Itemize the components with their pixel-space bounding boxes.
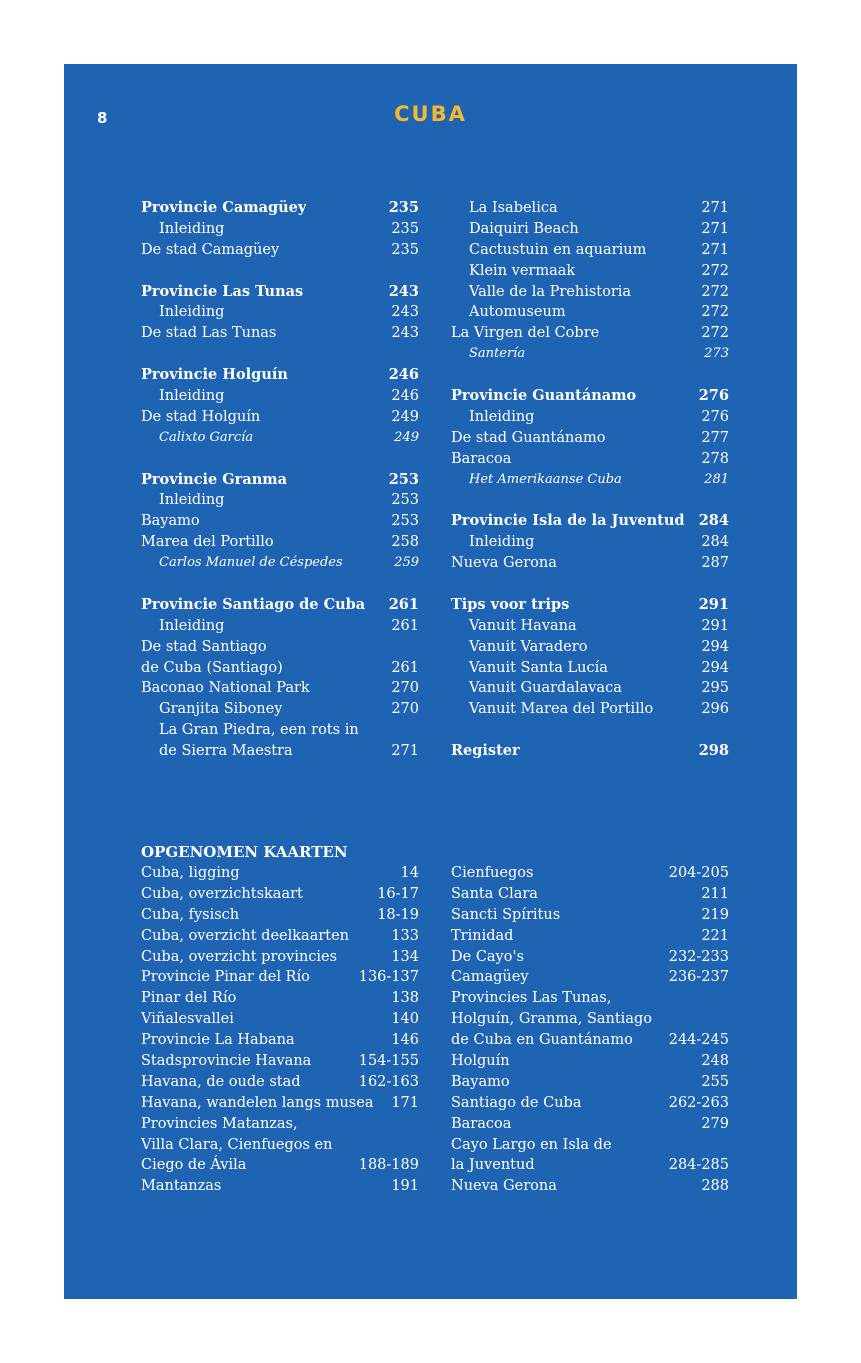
toc-entry-title: Inleiding xyxy=(159,492,225,509)
toc-entry-title: Bayamo xyxy=(141,513,200,530)
toc-entry-page: 271 xyxy=(701,200,729,216)
map-entry-title: Holguín xyxy=(451,1053,510,1070)
map-entry xyxy=(141,1135,419,1156)
toc-entry xyxy=(451,678,729,699)
toc-entry xyxy=(451,428,729,449)
map-entry-title: Pinar del Río xyxy=(141,990,237,1007)
toc-entry xyxy=(451,741,729,762)
toc-entry xyxy=(141,741,419,762)
spacer xyxy=(141,261,419,282)
toc-entry xyxy=(141,532,419,553)
maps-column-right xyxy=(451,863,729,1197)
toc-entry-title: De stad Santiago xyxy=(141,638,267,655)
map-entry-page: 284-285 xyxy=(668,1157,729,1174)
toc-entry-title: Inleiding xyxy=(159,304,225,321)
map-entry-title: Provincies Las Tunas, xyxy=(451,990,612,1007)
map-entry xyxy=(141,1114,419,1135)
map-entry-page: 14 xyxy=(400,865,419,881)
map-entry-title: Sancti Spíritus xyxy=(451,906,561,923)
map-entry-title: Cuba, overzicht deelkaarten xyxy=(141,927,350,944)
toc-entry xyxy=(141,470,419,491)
toc-entry xyxy=(141,678,419,699)
maps-column-left xyxy=(141,863,419,1197)
toc-entry-page: 278 xyxy=(701,450,729,467)
toc-entry xyxy=(141,616,419,637)
toc-entry xyxy=(451,553,729,574)
map-entry xyxy=(141,884,419,905)
toc-entry-title: Vanuit Varadero xyxy=(469,638,588,655)
toc-entry xyxy=(451,344,729,365)
toc-entry-page: 249 xyxy=(394,429,419,445)
toc-entry xyxy=(141,198,419,219)
map-entry xyxy=(451,926,729,947)
map-entry-title: Cuba, ligging xyxy=(141,865,240,881)
spacer xyxy=(451,365,729,386)
toc-entry-title: Cactustuin en aquarium xyxy=(469,241,647,258)
toc-entry-page: 270 xyxy=(391,680,419,697)
map-entry-title: de Cuba en Guantánamo xyxy=(451,1032,633,1049)
toc-entry xyxy=(451,302,729,323)
toc-entry-title: Vanuit Santa Lucía xyxy=(469,659,608,676)
toc-entry-title: Vanuit Havana xyxy=(469,617,577,634)
toc-entry-page: 296 xyxy=(701,701,729,718)
toc-entry-title: Provincie Las Tunas xyxy=(141,282,304,300)
toc-entry-page: 271 xyxy=(391,743,419,760)
toc-entry-title: Inleiding xyxy=(469,408,535,425)
map-entry-page: 16-17 xyxy=(377,885,419,902)
map-entry-page: 162-163 xyxy=(358,1073,419,1090)
toc-entry xyxy=(141,637,419,658)
toc-entry xyxy=(141,720,419,741)
toc-entry xyxy=(451,219,729,240)
toc-entry-title: De stad Guantánamo xyxy=(451,429,606,446)
map-entry xyxy=(141,863,419,884)
toc-entry xyxy=(141,658,419,679)
toc-entry xyxy=(141,407,419,428)
toc-entry xyxy=(141,282,419,303)
map-entry xyxy=(141,1009,419,1030)
toc-entry-title: La Virgen del Cobre xyxy=(451,325,600,342)
toc-entry-title: Vanuit Guardalavaca xyxy=(469,680,622,697)
toc-entry-title: Santería xyxy=(469,346,526,362)
toc-entry-page: 294 xyxy=(701,638,729,655)
toc-entry-page: 270 xyxy=(391,701,419,718)
toc-entry-title: Provincie Holguín xyxy=(141,366,288,384)
map-entry xyxy=(451,947,729,968)
toc-entry-page: 243 xyxy=(391,304,419,321)
map-entry-page: 133 xyxy=(391,927,419,944)
map-entry-page: 244-245 xyxy=(668,1032,729,1049)
toc-entry-title: Automuseum xyxy=(469,304,566,321)
map-entry-page: 211 xyxy=(701,885,729,902)
toc-entry-title: Inleiding xyxy=(159,220,225,237)
toc-entry-title: Inleiding xyxy=(469,534,535,551)
toc-entry-page: 276 xyxy=(701,408,729,425)
toc-entry-page: 291 xyxy=(701,617,729,634)
toc-entry-page: 273 xyxy=(704,346,729,362)
toc-entry-title: Provincie Isla de la Juventud xyxy=(451,512,685,530)
toc-entry-page: 253 xyxy=(388,470,419,488)
toc-entry xyxy=(141,365,419,386)
map-entry xyxy=(451,1051,729,1072)
spacer xyxy=(451,574,729,595)
toc-entry-title: Baracoa xyxy=(451,450,512,467)
page-number: 8 xyxy=(97,109,108,127)
toc-entry xyxy=(141,553,419,574)
toc-entry-title: De stad Las Tunas xyxy=(141,325,277,342)
toc-entry-page: 261 xyxy=(388,595,419,613)
map-entry-title: Cayo Largo en Isla de xyxy=(451,1136,612,1153)
toc-entry-page: 235 xyxy=(391,241,419,258)
toc-entry-page: 246 xyxy=(388,366,419,384)
map-entry-page: 221 xyxy=(701,927,729,944)
map-entry-title: Cuba, overzicht provincies xyxy=(141,948,338,965)
map-entry-title: De Cayo's xyxy=(451,948,524,965)
map-entry-page: 232-233 xyxy=(668,948,729,965)
toc-entry xyxy=(451,261,729,282)
map-entry xyxy=(451,1135,729,1156)
toc-entry-page: 294 xyxy=(701,659,729,676)
toc-entry-page: 272 xyxy=(701,283,729,300)
spacer xyxy=(141,449,419,470)
toc-entry xyxy=(141,323,419,344)
map-entry-page: 146 xyxy=(391,1032,419,1049)
toc-entry xyxy=(451,595,729,616)
toc-entry xyxy=(451,637,729,658)
map-entry xyxy=(141,1051,419,1072)
toc-entry xyxy=(141,511,419,532)
map-entry-title: Santa Clara xyxy=(451,885,538,902)
spacer xyxy=(141,344,419,365)
map-entry xyxy=(141,1155,419,1176)
map-entry-title: Bayamo xyxy=(451,1073,510,1090)
map-entry-title: Holguín, Granma, Santiago xyxy=(451,1011,652,1028)
page-title: CUBA xyxy=(394,102,467,126)
map-entry xyxy=(451,967,729,988)
toc-entry-title: De stad Holguín xyxy=(141,408,261,425)
toc-entry-title: Tips voor trips xyxy=(451,595,570,613)
map-entry xyxy=(451,1030,729,1051)
toc-entry xyxy=(451,386,729,407)
toc-entry xyxy=(141,490,419,511)
map-entry xyxy=(451,863,729,884)
map-entry-page: 171 xyxy=(391,1094,419,1111)
toc-entry-title: Calixto García xyxy=(159,429,254,445)
toc-entry xyxy=(141,428,419,449)
toc-entry-title: De stad Camagüey xyxy=(141,241,280,258)
map-entry-page: 288 xyxy=(701,1178,729,1195)
toc-entry-page: 272 xyxy=(701,325,729,342)
map-entry xyxy=(451,884,729,905)
toc-entry-title: Granjita Siboney xyxy=(159,701,283,718)
toc-column-left xyxy=(141,198,419,762)
toc-entry xyxy=(451,282,729,303)
map-entry-title: Stadsprovincie Havana xyxy=(141,1053,312,1070)
map-entry-title: Villa Clara, Cienfuegos en xyxy=(141,1136,333,1153)
map-entry-page: 236-237 xyxy=(668,969,729,986)
map-entry-page: 134 xyxy=(391,948,419,965)
toc-entry xyxy=(141,595,419,616)
map-entry-title: Camagüey xyxy=(451,969,529,986)
map-entry-title: Trinidad xyxy=(451,927,514,944)
maps-heading: OPGENOMEN KAARTEN xyxy=(141,843,348,861)
toc-entry-page: 272 xyxy=(701,262,729,279)
toc-entry-page: 235 xyxy=(388,199,419,216)
map-entry xyxy=(141,1030,419,1051)
toc-entry xyxy=(451,198,729,219)
toc-entry-page: 261 xyxy=(391,659,419,676)
toc-entry-title: Provincie Santiago de Cuba xyxy=(141,595,366,613)
toc-entry-title: Vanuit Marea del Portillo xyxy=(469,701,654,718)
map-entry-page: 140 xyxy=(391,1011,419,1028)
spacer xyxy=(451,490,729,511)
toc-entry xyxy=(451,532,729,553)
toc-entry-title: Valle de la Prehistoria xyxy=(469,283,632,300)
spacer xyxy=(141,574,419,595)
map-entry xyxy=(451,905,729,926)
map-entry-page: 219 xyxy=(701,906,729,923)
toc-entry xyxy=(451,470,729,491)
toc-entry-page: 271 xyxy=(701,241,729,258)
toc-entry xyxy=(451,699,729,720)
toc-entry xyxy=(451,240,729,261)
spacer xyxy=(451,720,729,741)
map-entry-page: 255 xyxy=(701,1073,729,1090)
map-entry-title: Havana, de oude stad xyxy=(141,1073,301,1090)
toc-entry xyxy=(141,219,419,240)
toc-entry-title: de Cuba (Santiago) xyxy=(141,659,283,676)
toc-entry-page: 291 xyxy=(698,595,729,613)
toc-entry xyxy=(141,699,419,720)
toc-entry-page: 277 xyxy=(701,429,729,446)
toc-entry-title: Register xyxy=(451,742,520,760)
toc-entry-page: 258 xyxy=(391,534,419,551)
map-entry-page: 154-155 xyxy=(358,1053,419,1070)
toc-entry-page: 284 xyxy=(701,534,729,551)
map-entry-title: Provincie Pinar del Río xyxy=(141,969,310,986)
toc-entry-title: Provincie Granma xyxy=(141,470,287,488)
map-entry xyxy=(141,1176,419,1197)
map-entry-page: 279 xyxy=(701,1115,729,1132)
map-entry-page: 138 xyxy=(391,990,419,1007)
map-entry xyxy=(141,1072,419,1093)
toc-entry xyxy=(141,302,419,323)
map-entry-title: la Juventud xyxy=(451,1157,535,1174)
toc-entry-page: 243 xyxy=(388,282,419,300)
toc-entry-page: 272 xyxy=(701,304,729,321)
map-entry xyxy=(451,1093,729,1114)
map-entry-page: 262-263 xyxy=(668,1094,729,1111)
toc-entry-title: La Isabelica xyxy=(469,200,558,216)
map-entry-title: Cuba, fysisch xyxy=(141,906,240,923)
map-entry xyxy=(141,967,419,988)
contents-panel xyxy=(64,64,797,1299)
toc-entry-page: 295 xyxy=(701,680,729,697)
toc-entry-title: Het Amerikaanse Cuba xyxy=(469,471,622,487)
map-entry-title: Havana, wandelen langs musea xyxy=(141,1094,374,1111)
toc-entry-page: 243 xyxy=(391,325,419,342)
toc-entry-page: 246 xyxy=(391,388,419,405)
map-entry-title: Provincie La Habana xyxy=(141,1032,295,1049)
map-entry xyxy=(141,947,419,968)
toc-entry-title: La Gran Piedra, een rots in xyxy=(159,722,359,739)
toc-entry-title: Daiquiri Beach xyxy=(469,220,579,237)
toc-entry-page: 249 xyxy=(391,408,419,425)
toc-entry xyxy=(141,386,419,407)
map-entry-title: Santiago de Cuba xyxy=(451,1094,582,1111)
toc-entry xyxy=(451,658,729,679)
toc-entry-title: Provincie Camagüey xyxy=(141,199,307,216)
toc-entry xyxy=(451,323,729,344)
toc-entry-title: Marea del Portillo xyxy=(141,534,274,551)
toc-entry-page: 281 xyxy=(704,471,729,487)
map-entry-title: Baracoa xyxy=(451,1115,512,1132)
toc-entry-page: 271 xyxy=(701,220,729,237)
toc-entry-title: de Sierra Maestra xyxy=(159,743,293,760)
toc-entry-title: Nueva Gerona xyxy=(451,555,557,572)
toc-entry-title: Klein vermaak xyxy=(469,262,576,279)
toc-entry-page: 284 xyxy=(698,512,729,530)
toc-entry-title: Baconao National Park xyxy=(141,680,310,697)
map-entry-page: 188-189 xyxy=(358,1157,419,1174)
toc-entry-page: 298 xyxy=(698,742,729,760)
map-entry-title: Cienfuegos xyxy=(451,865,534,881)
toc-entry-title: Inleiding xyxy=(159,388,225,405)
map-entry xyxy=(451,1114,729,1135)
map-entry xyxy=(451,1176,729,1197)
toc-column-right xyxy=(451,198,729,762)
map-entry-title: Nueva Gerona xyxy=(451,1178,557,1195)
toc-entry xyxy=(451,511,729,532)
map-entry xyxy=(451,988,729,1009)
map-entry-page: 136-137 xyxy=(358,969,419,986)
map-entry xyxy=(141,988,419,1009)
map-entry xyxy=(451,1009,729,1030)
map-entry-title: Ciego de Ávila xyxy=(141,1157,247,1174)
toc-entry-title: Inleiding xyxy=(159,617,225,634)
map-entry-page: 204-205 xyxy=(668,865,729,881)
map-entry xyxy=(451,1155,729,1176)
map-entry xyxy=(141,905,419,926)
map-entry-title: Provincies Matanzas, xyxy=(141,1115,298,1132)
toc-entry xyxy=(451,407,729,428)
toc-entry-title: Provincie Guantánamo xyxy=(451,387,637,405)
toc-entry-page: 276 xyxy=(698,387,729,405)
toc-entry xyxy=(451,449,729,470)
toc-entry-page: 287 xyxy=(701,555,729,572)
map-entry xyxy=(451,1072,729,1093)
map-entry-title: Mantanzas xyxy=(141,1178,222,1195)
toc-entry xyxy=(141,240,419,261)
map-entry-page: 191 xyxy=(391,1178,419,1195)
toc-entry-page: 261 xyxy=(391,617,419,634)
map-entry-title: Viñalesvallei xyxy=(141,1011,234,1028)
toc-entry-page: 253 xyxy=(391,492,419,509)
toc-entry-page: 259 xyxy=(394,555,419,571)
toc-entry-page: 253 xyxy=(391,513,419,530)
toc-entry xyxy=(451,616,729,637)
toc-entry-title: Carlos Manuel de Céspedes xyxy=(159,555,343,571)
map-entry xyxy=(141,926,419,947)
map-entry-page: 18-19 xyxy=(377,906,419,923)
toc-entry-page: 235 xyxy=(391,220,419,237)
map-entry xyxy=(141,1093,419,1114)
map-entry-title: Cuba, overzichtskaart xyxy=(141,885,303,902)
map-entry-page: 248 xyxy=(701,1053,729,1070)
